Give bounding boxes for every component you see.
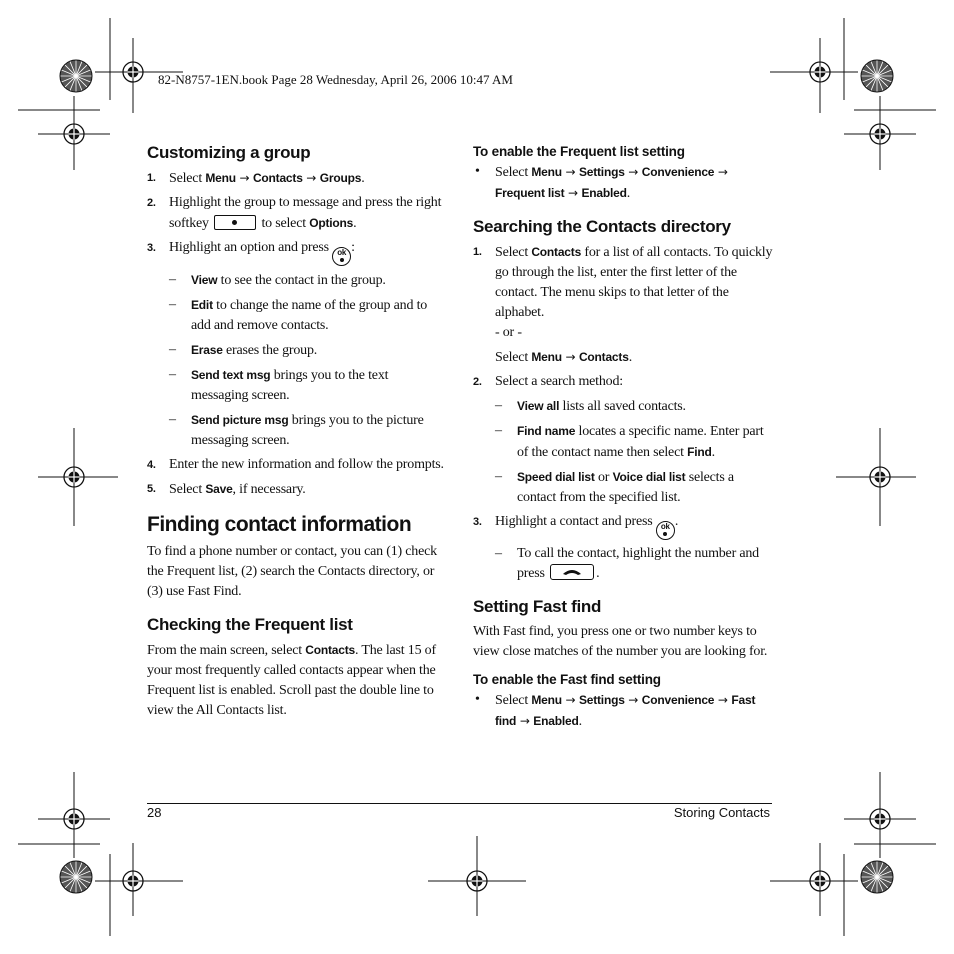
save-key-label: Save <box>205 482 233 496</box>
right-softkey-icon <box>214 215 256 230</box>
search-method-list <box>495 396 773 508</box>
step-item: 5. Select Save, if necessary. <box>147 482 306 497</box>
step-item: 1. Select Menu → Contacts → Groups. <box>147 171 365 186</box>
heading-enable-fast-find: To enable the Fast find setting <box>473 672 661 687</box>
list-item: – Erase erases the group. <box>169 342 318 358</box>
menu-key-label: Menu <box>205 171 236 185</box>
list-item: – To call the contact, highlight the number and press . <box>495 546 759 581</box>
list-item: – Speed dial list or Voice dial list selects a contact from the specified list. <box>495 469 734 505</box>
heading-customizing-group: Customizing a group <box>147 143 311 162</box>
call-list <box>495 544 773 584</box>
customizing-steps <box>147 168 445 500</box>
list-item: – Edit to change the name of the group and to add and remove contacts. <box>169 297 428 333</box>
option-list <box>169 270 445 451</box>
checking-body: From the main screen, select Contacts. The last 15 of your most frequently called contacts appear when the Frequent list is enabled. Scroll past the double line to view the All Contacts list. <box>147 643 436 718</box>
list-item: – View to see the contact in the group. <box>169 272 386 288</box>
options-key-label: Options <box>309 216 354 230</box>
starburst-icon <box>60 861 92 893</box>
step-item: 4. Enter the new information and follow the prompts. <box>147 457 444 472</box>
step-item: 2. Select a search method: – View all lists all saved contacts. – Find name locates a specific name. Enter part of the contact name then select Find. – Speed dial list or Voice dial list selects a contact from the specified list. <box>473 372 773 508</box>
ok-key-icon: ok <box>656 521 675 540</box>
list-item: – Send text msg brings you to the text messaging screen. <box>169 367 389 403</box>
heading-enable-frequent: To enable the Frequent list setting <box>473 144 685 159</box>
page-number: 28 <box>147 805 162 820</box>
frequent-steps <box>473 162 773 204</box>
step-item: 3. Highlight a contact and press ok . – To call the contact, highlight the number and press . <box>473 512 773 584</box>
starburst-icon <box>60 60 92 92</box>
heading-finding-contact: Finding contact information <box>147 513 412 536</box>
list-item: – Find name locates a specific name. Enter part of the contact name then select Find. <box>495 423 764 460</box>
step-item: 3. Highlight an option and press ok : – View to see the contact in the group. – Edit to change the name of the group and to add and remove contacts. – Erase erases the group. – Send text msg brings you to the text messaging screen. – Send picture msg brings you to the picture messaging screen. <box>147 238 445 451</box>
starburst-icon <box>861 60 893 92</box>
finding-intro: To find a phone number or contact, you can (1) check the Frequent list, (2) search the Contacts directory, or (3) use Fast Find. <box>147 544 437 599</box>
right-column <box>473 142 773 732</box>
print-slug: 82-N8757-1EN.book Page 28 Wednesday, April 26, 2006 10:47 AM <box>158 72 513 87</box>
list-item: • Select Menu → Settings → Convenience → Frequent list → Enabled. <box>475 164 728 201</box>
list-item: – View all lists all saved contacts. <box>495 398 686 414</box>
heading-setting-fast-find: Setting Fast find <box>473 597 602 616</box>
step-item: 1. Select Contacts for a list of all contacts. To quickly go through the list, enter the first letter of the contact. The menu skips to that letter of the alphabet. - or - Select Menu → Contacts. <box>473 245 773 365</box>
list-item: – Send picture msg brings you to the picture messaging screen. <box>169 412 424 448</box>
fastfind-body: With Fast find, you press one or two number keys to view close matches of the number you are looking for. <box>473 624 768 659</box>
list-item: • Select Menu → Settings → Convenience → Fast find → Enabled. <box>475 692 756 729</box>
left-column <box>147 142 445 721</box>
fastfind-steps <box>473 690 773 732</box>
ok-key-icon: ok <box>332 247 351 266</box>
starburst-icon <box>861 861 893 893</box>
send-key-icon <box>550 564 594 580</box>
footer-rule <box>147 803 772 804</box>
step-item: 2. Highlight the group to message and press the right softkey to select Options. <box>147 195 442 231</box>
searching-steps <box>473 242 773 584</box>
groups-key-label: Groups <box>319 171 362 185</box>
contacts-key-label: Contacts <box>252 171 303 185</box>
section-name: Storing Contacts <box>673 805 770 820</box>
heading-checking-frequent: Checking the Frequent list <box>147 615 353 634</box>
heading-searching-contacts: Searching the Contacts directory <box>473 217 731 236</box>
